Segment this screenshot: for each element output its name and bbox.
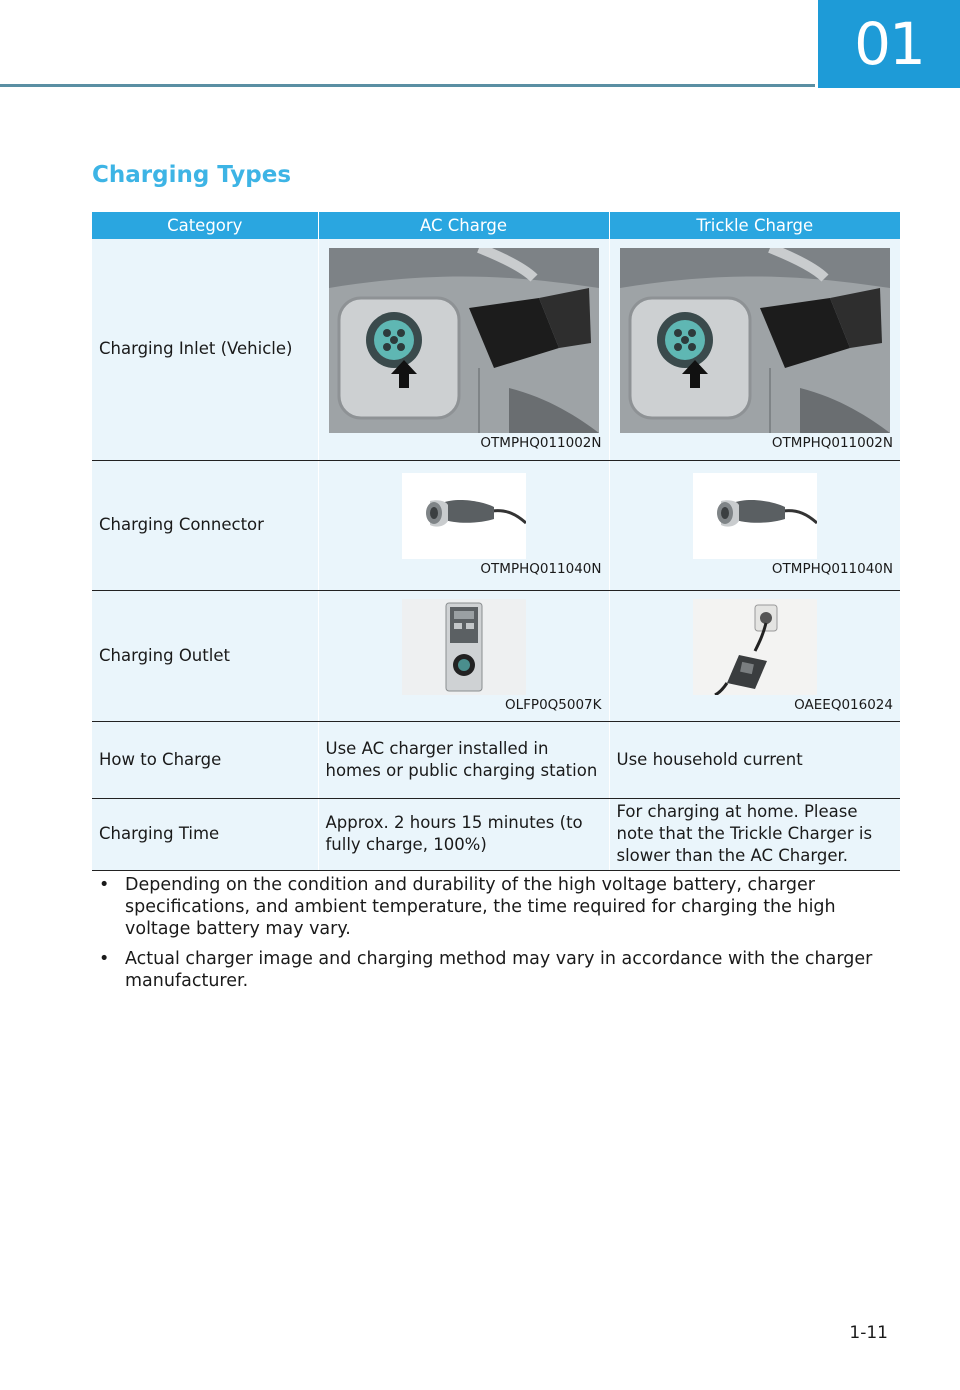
how-to-charge-ac: Use AC charger installed in homes or public charging station [318, 721, 609, 798]
outlet-ac-cell [318, 590, 609, 721]
image-code: OLFP0Q5007K [505, 696, 602, 713]
table-row [92, 721, 900, 798]
charging-connector-photo [693, 473, 817, 559]
charging-inlet-photo [620, 248, 890, 433]
ac-charging-station-photo [402, 599, 526, 695]
image-code: OTMPHQ011002N [480, 434, 602, 451]
page-number: 1-11 [849, 1323, 888, 1343]
bullet-icon: • [99, 949, 110, 969]
header-rule [0, 84, 815, 87]
charging-time-ac: Approx. 2 hours 15 minutes (to fully charge, 100%) [318, 798, 609, 870]
row-label-inlet: Charging Inlet (Vehicle) [92, 239, 318, 460]
table-row [92, 590, 900, 721]
household-outlet-photo [693, 599, 817, 695]
notes-list [92, 874, 882, 1000]
row-label-connector: Charging Connector [92, 460, 318, 590]
note-text: Actual charger image and charging method may vary in accordance with the charger manufacturer. [125, 949, 873, 991]
charging-types-table [92, 212, 900, 871]
outlet-trickle-cell [609, 590, 900, 721]
header-category: Category [92, 212, 318, 239]
header-trickle-charge: Trickle Charge [609, 212, 900, 239]
list-item [92, 948, 882, 992]
image-code: OTMPHQ011040N [480, 561, 602, 577]
table-row [92, 460, 900, 590]
inlet-trickle-cell [609, 239, 900, 460]
image-code: OAEEQ016024 [794, 696, 893, 713]
table-row [92, 798, 900, 870]
charging-time-trickle: For charging at home. Please note that the Trickle Charger is slower than the AC Charger. [609, 798, 900, 870]
table-row [92, 239, 900, 460]
list-item [92, 874, 882, 940]
how-to-charge-trickle: Use household current [609, 721, 900, 798]
charging-inlet-photo [329, 248, 599, 433]
charging-connector-photo [402, 473, 526, 559]
inlet-ac-cell [318, 239, 609, 460]
note-text: Depending on the condition and durability of the high voltage battery, charger specifications, and ambient temperature, the time required for charging the high voltage battery may vary. [125, 875, 836, 939]
header-ac-charge: AC Charge [318, 212, 609, 239]
connector-ac-cell [318, 460, 609, 590]
image-code: OTMPHQ011002N [771, 434, 893, 451]
bullet-icon: • [99, 875, 110, 895]
chapter-tab: 01 [818, 0, 960, 88]
table-header-row [92, 212, 900, 239]
image-code: OTMPHQ011040N [771, 561, 893, 577]
row-label-charging-time: Charging Time [92, 798, 318, 870]
section-title: Charging Types [92, 162, 292, 188]
connector-trickle-cell [609, 460, 900, 590]
row-label-how-to-charge: How to Charge [92, 721, 318, 798]
row-label-outlet: Charging Outlet [92, 590, 318, 721]
